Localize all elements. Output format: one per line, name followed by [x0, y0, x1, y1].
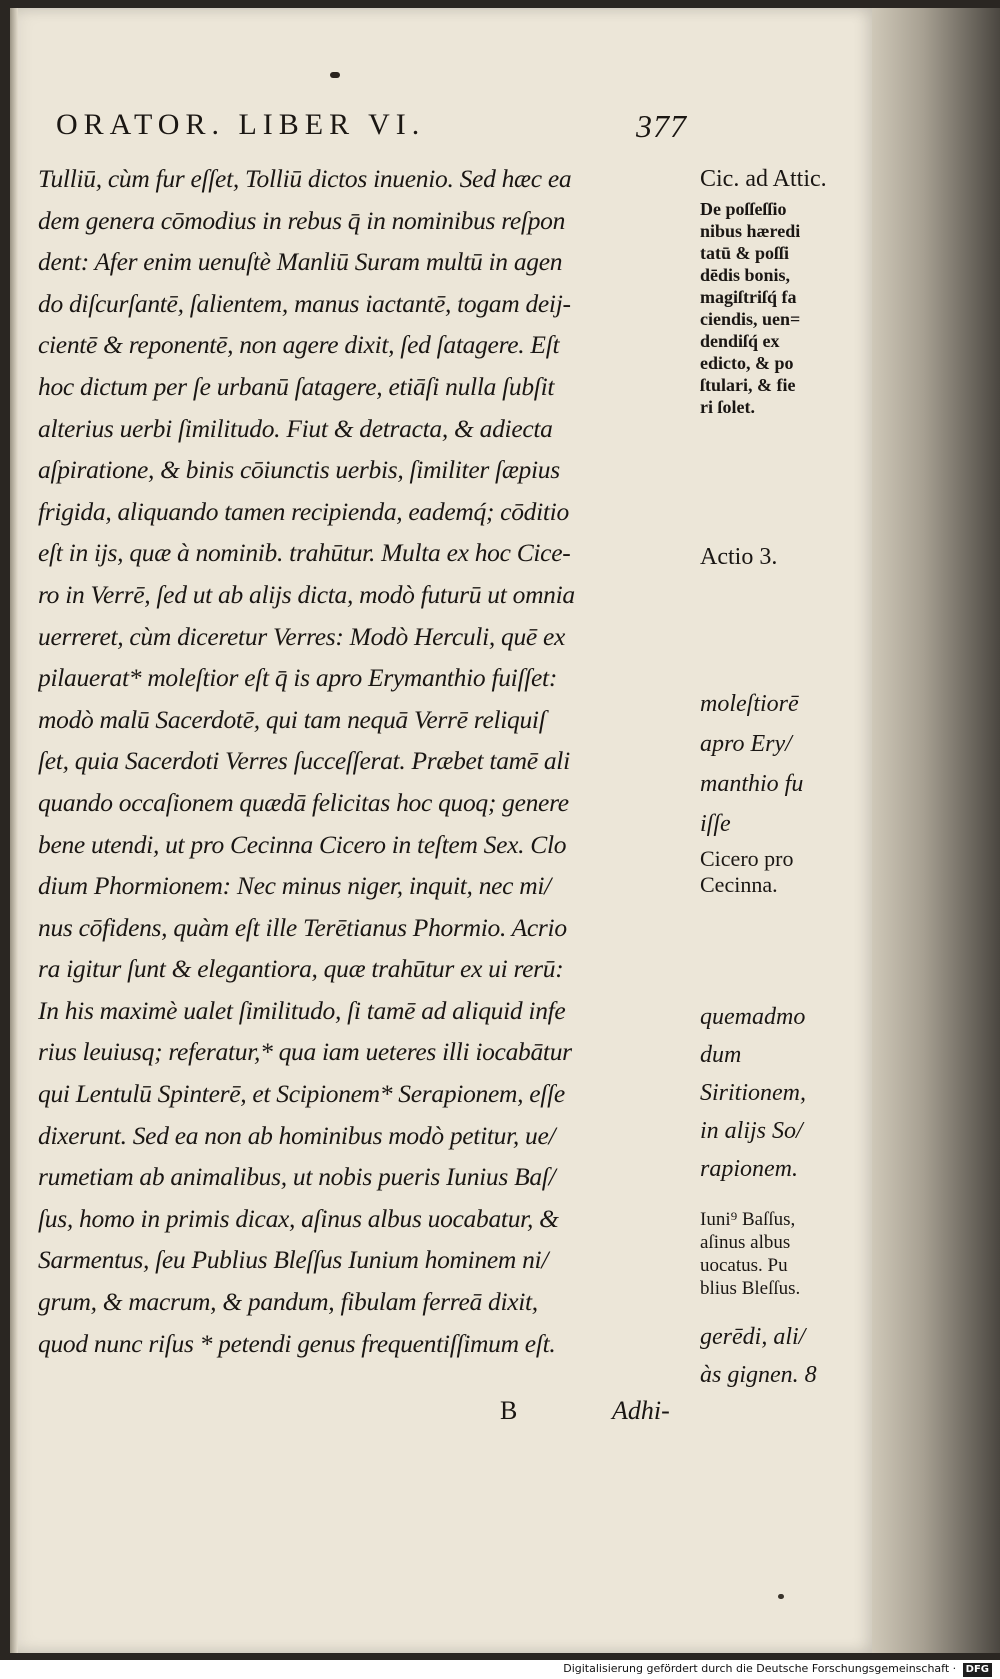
body-text — [38, 158, 688, 1364]
text-line: nus cōfidens, quàm eſt ille Terētianus Phormio. Acrio — [38, 912, 567, 942]
text-line: rius leuiusq; referatur,* qua iam ueteres illi iocabātur — [38, 1037, 572, 1067]
catchword: Adhi- — [612, 1396, 670, 1425]
text-line: quod nunc riſus * petendi genus frequentiſſimum eſt. — [38, 1328, 556, 1358]
margin-note: quemadmo dum Siritionem, in alijs So/ rapionem. — [700, 1004, 806, 1182]
book-gutter — [872, 8, 1000, 1653]
text-line: pilauerat* moleſtior eſt q̄ is apro Erymanthio fuiſſet: — [38, 663, 558, 693]
text-line: dixerunt. Sed ea non ab hominibus modò petitur, ue/ — [38, 1120, 556, 1150]
text-line: qui Lentulū Spinterē, et Scipionem* Serapionem, eſſe — [38, 1079, 565, 1109]
text-line: dem genera cōmodius in rebus q̄ in nominibus reſpon — [38, 205, 566, 235]
text-line: ſus, homo in primis dicax, aſinus albus uocabatur, & — [38, 1203, 559, 1233]
running-head-title: ORATOR. LIBER VI. — [56, 108, 426, 141]
text-line: rumetiam ab animalibus, ut nobis pueris Iunius Baſ/ — [38, 1162, 556, 1192]
ink-mark — [330, 72, 340, 78]
text-line: cientē & reponentē, non agere dixit, ſed ſatagere. Eſt — [38, 330, 560, 360]
text-line: alterius uerbi ſimilitudo. Fiut & detracta, & adiecta — [38, 413, 553, 443]
text-line: uerreret, cùm diceretur Verres: Modò Herculi, quē ex — [38, 621, 566, 651]
margin-note: Cicero pro Cecinna. — [700, 846, 794, 897]
ink-speck — [778, 1594, 784, 1599]
footer-text: Digitalisierung gefördert durch die Deutsche Forschungsgemeinschaft · — [563, 1662, 957, 1675]
text-line: quando occaſionem quædā felicitas hoc quoq; genere — [38, 787, 569, 817]
text-line: frigida, aliquando tamen recipienda, eademq́; cōditio — [38, 496, 569, 526]
page-number: 377 — [636, 108, 687, 144]
text-line: ſet, quia Sacerdoti Verres ſucceſſerat. Præbet tamē ali — [38, 746, 570, 776]
text-line: Tulliū, cùm fur eſſet, Tolliū dictos inuenio. Sed hæc ea — [38, 164, 572, 193]
text-line: bene utendi, ut pro Cecinna Cicero in teſtem Sex. Clo — [38, 829, 567, 859]
text-line: aſpiratione, & binis cōiunctis uerbis, ſimiliter ſæpius — [38, 455, 560, 485]
text-line: grum, & macrum, & pandum, fibulam ferreā dixit, — [38, 1287, 538, 1317]
text-line: ra igitur ſunt & elegantiora, quæ trahūtur ex ui rerū: — [38, 954, 564, 984]
text-line: modò malū Sacerdotē, qui tam nequā Verrē reliquiſ — [38, 704, 546, 734]
margin-note: Cic. ad Attic. — [700, 166, 827, 192]
margin-note: Actio 3. — [700, 544, 778, 570]
signature-mark: B — [500, 1396, 518, 1425]
text-line: Sarmentus, ſeu Publius Bleſſus Iunium hominem ni/ — [38, 1245, 549, 1275]
text-line: eſt in ijs, quæ à nominib. trahūtur. Multa ex hoc Cice- — [38, 538, 571, 568]
margin-note: gerēdi, ali/ às gignen. 8 — [700, 1324, 817, 1388]
margin-note: De poſſeſſio nibus hæredi tatū & poſſi dēdis bonis, magiſtriſq́ fa ciendis, uen= dendiſq́ ex edicto, & po ſtulari, & fie ri ſolet. — [700, 199, 801, 417]
margin-note: Iuni⁹ Baſſus, aſinus albus uocatus. Pu blius Bleſſus. — [700, 1209, 801, 1299]
dfg-logo: DFG — [963, 1663, 992, 1677]
text-line: hoc dictum per ſe urbanū ſatagere, etiāſi nulla ſubſit — [38, 371, 555, 401]
digitization-footer — [563, 1660, 992, 1677]
running-head — [56, 108, 696, 154]
text-line: ro in Verrē, ſed ut ab alijs dicta, modò futurū ut omnia — [38, 579, 575, 609]
margin-note: moleſtiorē apro Ery/ manthio fu iſſe — [700, 691, 804, 837]
text-line: do diſcurſantē, ſalientem, manus iactantē, togam deij- — [38, 288, 571, 318]
text-line: In his maximè ualet ſimilitudo, ſi tamē ad aliquid infe — [38, 995, 566, 1025]
text-line: dent: Afer enim uenuſtè Manliū Suram multū in agen — [38, 247, 563, 277]
text-line: dium Phormionem: Nec minus niger, inquit, nec mi/ — [38, 871, 551, 901]
page-edge — [10, 8, 18, 1653]
